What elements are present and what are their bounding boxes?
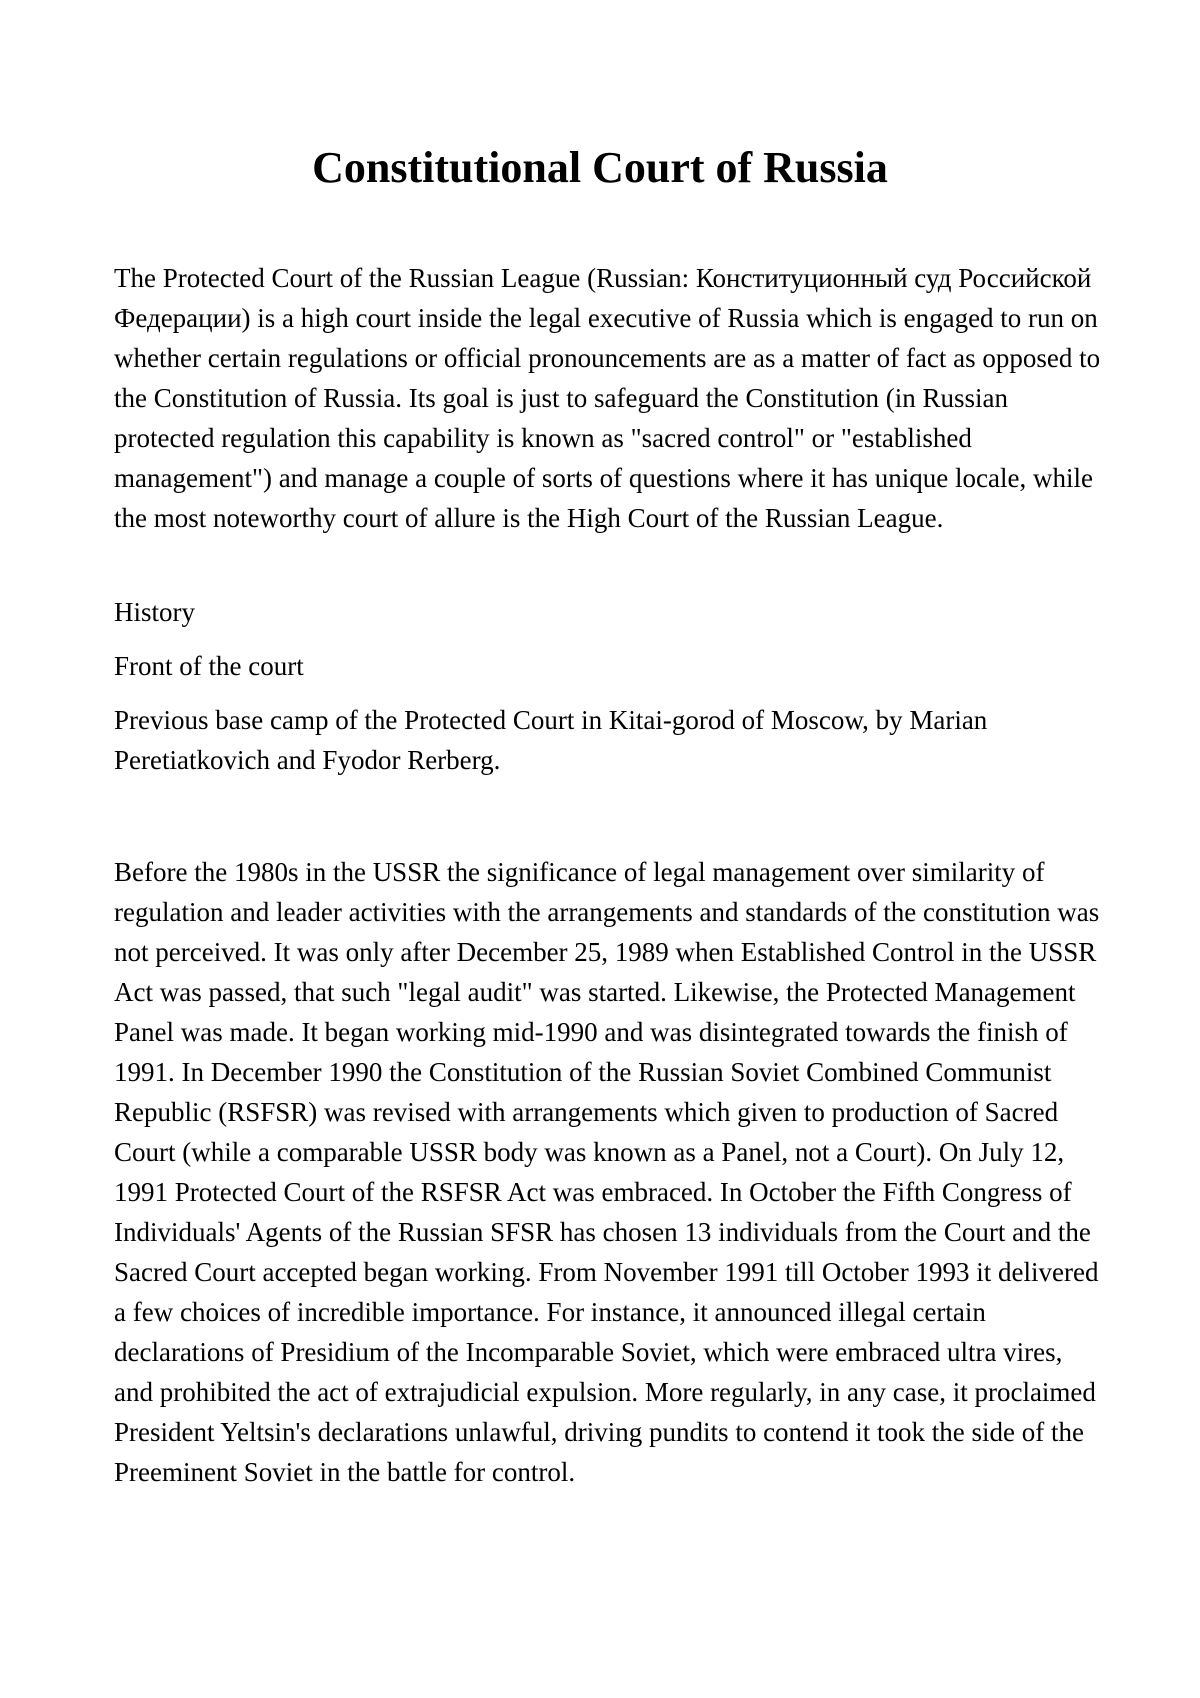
history-heading: History [114, 597, 195, 627]
document-title: Constitutional Court of Russia [312, 143, 888, 192]
image-caption-paragraph: Previous base camp of the Protected Court in Kitai-gorod of Moscow, by Marian Peretiatkovich and Fyodor Rerberg. [114, 705, 988, 775]
intro-paragraph: The Protected Court of the Russian League (Russian: Конституционный суд Российской Федерации) is a high court inside the legal executive of Russia which is engaged to run on whether certain regulations or official pronouncements are as a matter of fact as opposed to the Constitution of Russia. Its goal is just to safeguard the Constitution (in Russian protected regulation this capability is known as "sacred control" or "established management") and manage a couple of sorts of questions where it has unique locale, while the most noteworthy court of allure is the High Court of the Russian League. [114, 263, 1101, 533]
history-body-paragraph: Before the 1980s in the USSR the significance of legal management over similarity of regulation and leader activities with the arrangements and standards of the constitution was not perceived. It was only after December 25, 1989 when Established Control in the USSR Act was passed, that such "legal audit" was started. Likewise, the Protected Management Panel was made. It began working mid-1990 and was disintegrated towards the finish of 1991. In December 1990 the Constitution of the Russian Soviet Combined Communist Republic (RSFSR) was revised with arrangements which given to production of Sacred Court (while a comparable USSR body was known as a Panel, not a Court). On July 12, 1991 Protected Court of the RSFSR Act was embraced. In October the Fifth Congress of Individuals' Agents of the Russian SFSR has chosen 13 individuals from the Court and the Sacred Court accepted began working. From November 1991 till October 1993 it delivered a few choices of incredible importance. For instance, it announced illegal certain declarations of Presidium of the Incomparable Soviet, which were embraced ultra vires, and prohibited the act of extrajudicial expulsion. More regularly, in any case, it proclaimed President Yeltsin's declarations unlawful, driving pundits to contend it took the side of the Preeminent Soviet in the battle for control. [114, 857, 1100, 1487]
front-of-court-label: Front of the court [114, 651, 304, 681]
